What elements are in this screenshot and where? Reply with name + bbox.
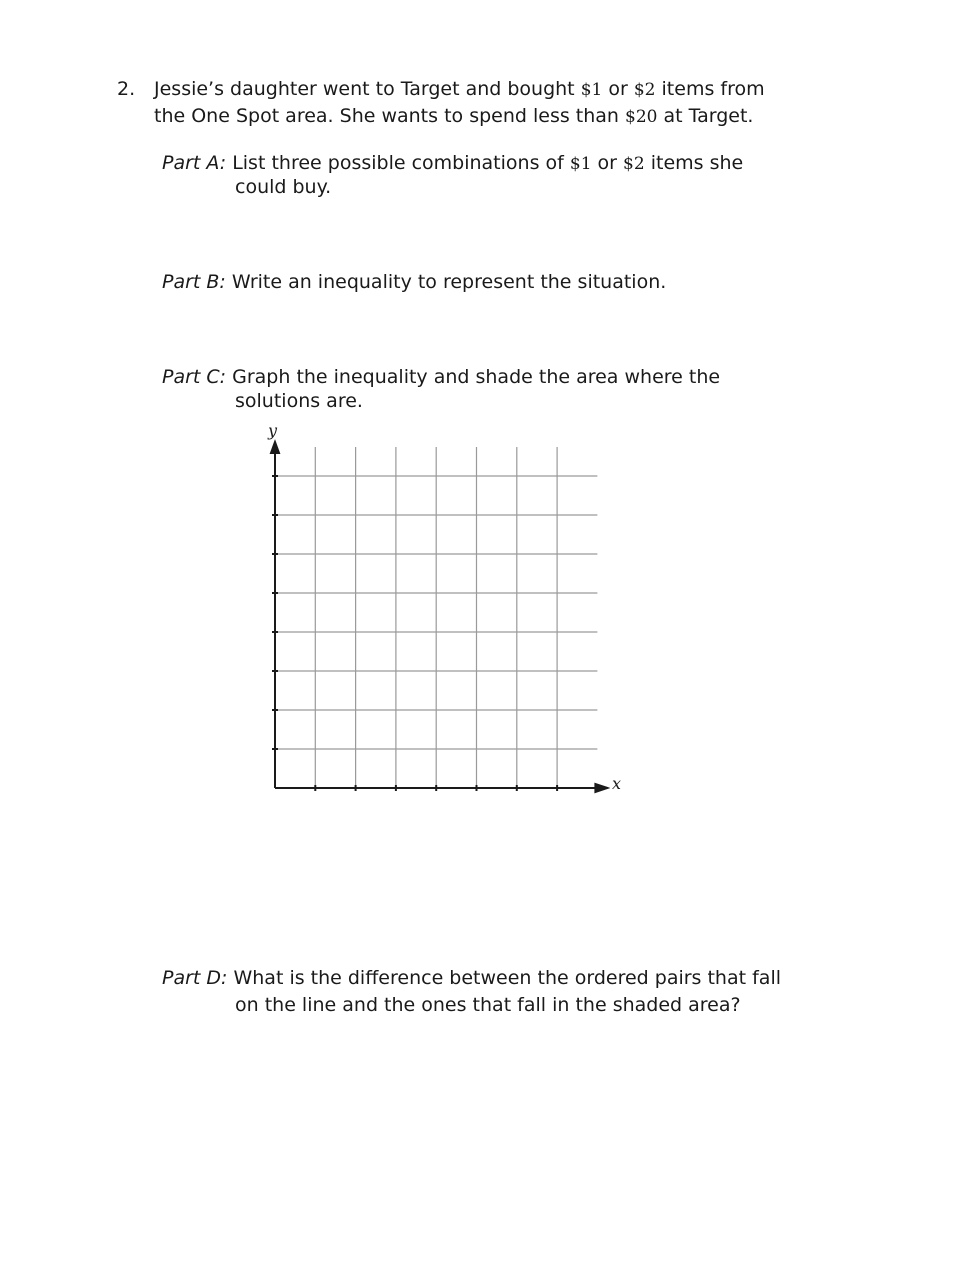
part-c-prompt-cont: solutions are.	[235, 390, 363, 412]
y-axis-arrow-icon	[271, 442, 279, 453]
question-text-line-1: Jessie’s daughter went to Target and bought $1 or $2 items from	[154, 78, 765, 100]
part-b-label: Part B:	[162, 271, 226, 293]
part-d-prompt: Part D: What is the difference between the ordered pairs that fall	[162, 967, 781, 989]
part-a-prompt: Part A: List three possible combinations of $1 or $2 items she	[162, 152, 744, 174]
question-text-line-2: the One Spot area. She wants to spend less than $20 at Target.	[154, 105, 754, 127]
y-axis-label: y	[268, 421, 278, 440]
question-number: 2.	[117, 78, 136, 100]
x-axis-label: x	[612, 774, 622, 793]
part-d-label: Part D:	[162, 967, 228, 989]
part-d-prompt-cont: on the line and the ones that fall in the shaded area?	[235, 994, 741, 1016]
part-a-label: Part A:	[162, 152, 227, 174]
part-c-label: Part C:	[162, 366, 227, 388]
part-a-prompt-cont: could buy.	[235, 176, 332, 198]
part-c-prompt: Part C: Graph the inequality and shade the area where the	[162, 366, 721, 388]
part-b-prompt: Part B: Write an inequality to represent the situation.	[162, 271, 667, 293]
coordinate-grid[interactable]	[260, 430, 610, 800]
x-axis-arrow-icon	[595, 784, 607, 792]
